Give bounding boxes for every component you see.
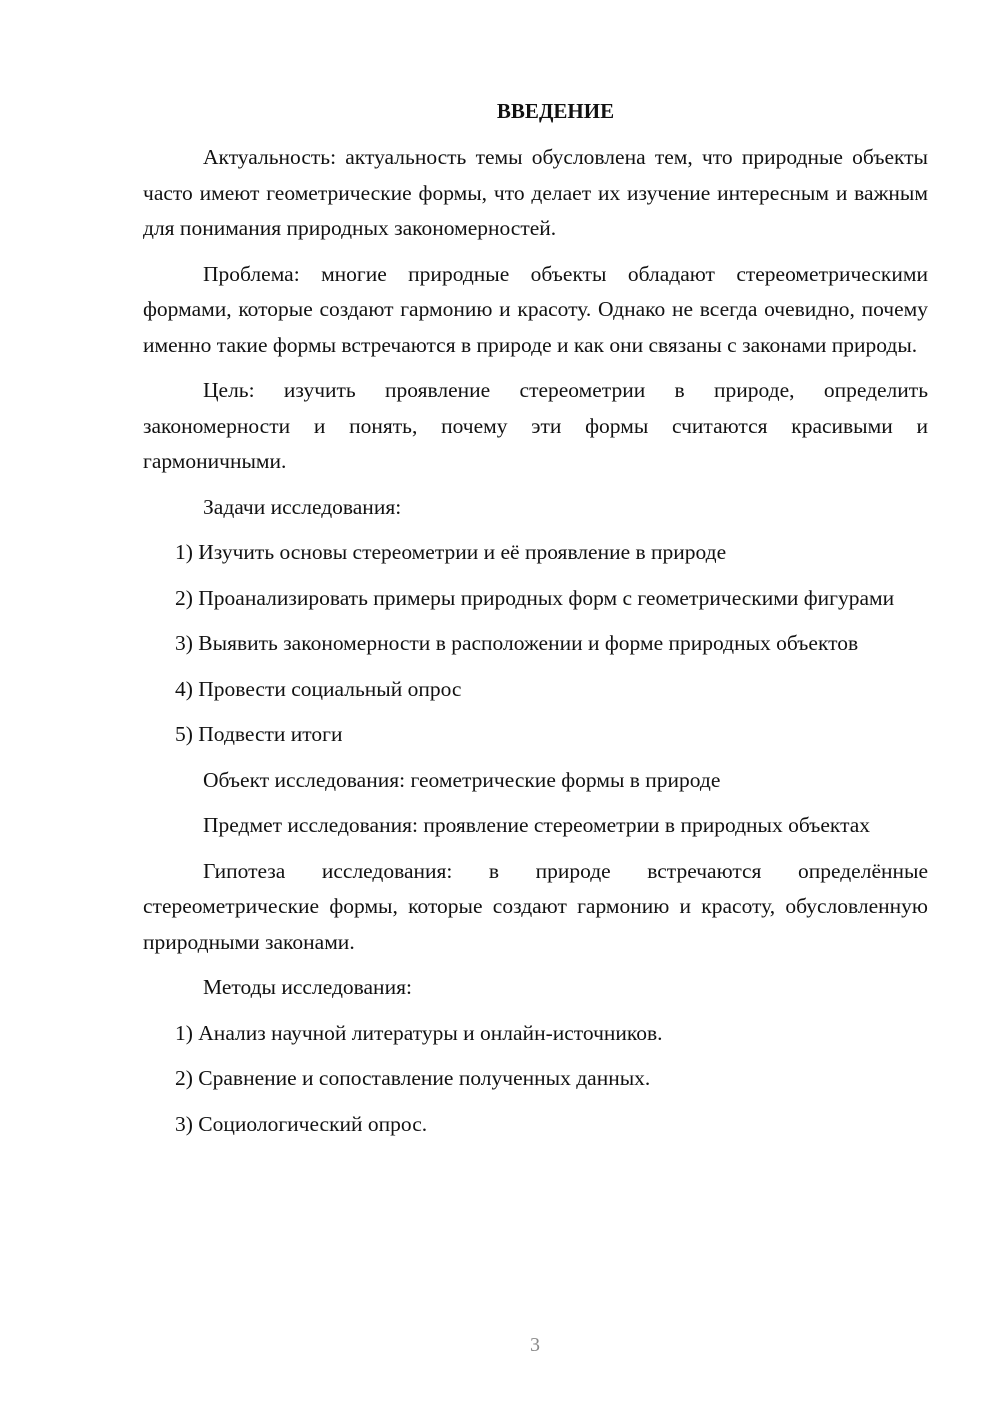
paragraph-subject: Предмет исследования: проявление стереометрии в природных объектах [203,813,871,837]
method-item: 2) Сравнение и сопоставление полученных данных. [175,1066,651,1090]
tasks-heading: Задачи исследования: [203,494,402,519]
paragraph-object: Объект исследования: геометрические формы в природе [203,767,721,792]
paragraph-relevance: Актуальность: актуальность темы обусловлена тем, что природные объекты часто имеют геометрические формы, что делает их изучение интересным и важным для понимания природных закономерностей. [143,145,928,240]
task-item: 3) Выявить закономерности в расположении и форме природных объектов [175,631,859,655]
method-item: 3) Социологический опрос. [175,1111,428,1136]
method-item: 1) Анализ научной литературы и онлайн-источников. [175,1020,663,1045]
paragraph-goal: Цель: изучить проявление стереометрии в природе, определить закономерности и понять, почему эти формы считаются красивыми и гармоничными. [143,378,928,473]
paragraph-hypothesis: Гипотеза исследования: в природе встречаются определённые стереометрические формы, которые создают гармонию и красоту, обусловленную природными законами. [143,858,928,954]
task-item: 1) Изучить основы стереометрии и её проявление в природе [175,540,727,564]
page-number: 3 [530,1334,540,1356]
paragraph-problem: Проблема: многие природные объекты обладают стереометрическими формами, которые создают гармонию и красоту. Однако не всегда очевидно, почему именно такие формы встречаются в природе и как они связаны с законами природы. [143,261,928,357]
task-item: 4) Провести социальный опрос [175,676,462,701]
task-item: 2) Проанализировать примеры природных форм с геометрическими фигурами [175,585,895,610]
section-title: ВВЕДЕНИЕ [496,99,615,123]
document-page [143,96,928,1152]
task-item: 5) Подвести итоги [175,722,343,746]
methods-heading: Методы исследования: [203,975,412,999]
